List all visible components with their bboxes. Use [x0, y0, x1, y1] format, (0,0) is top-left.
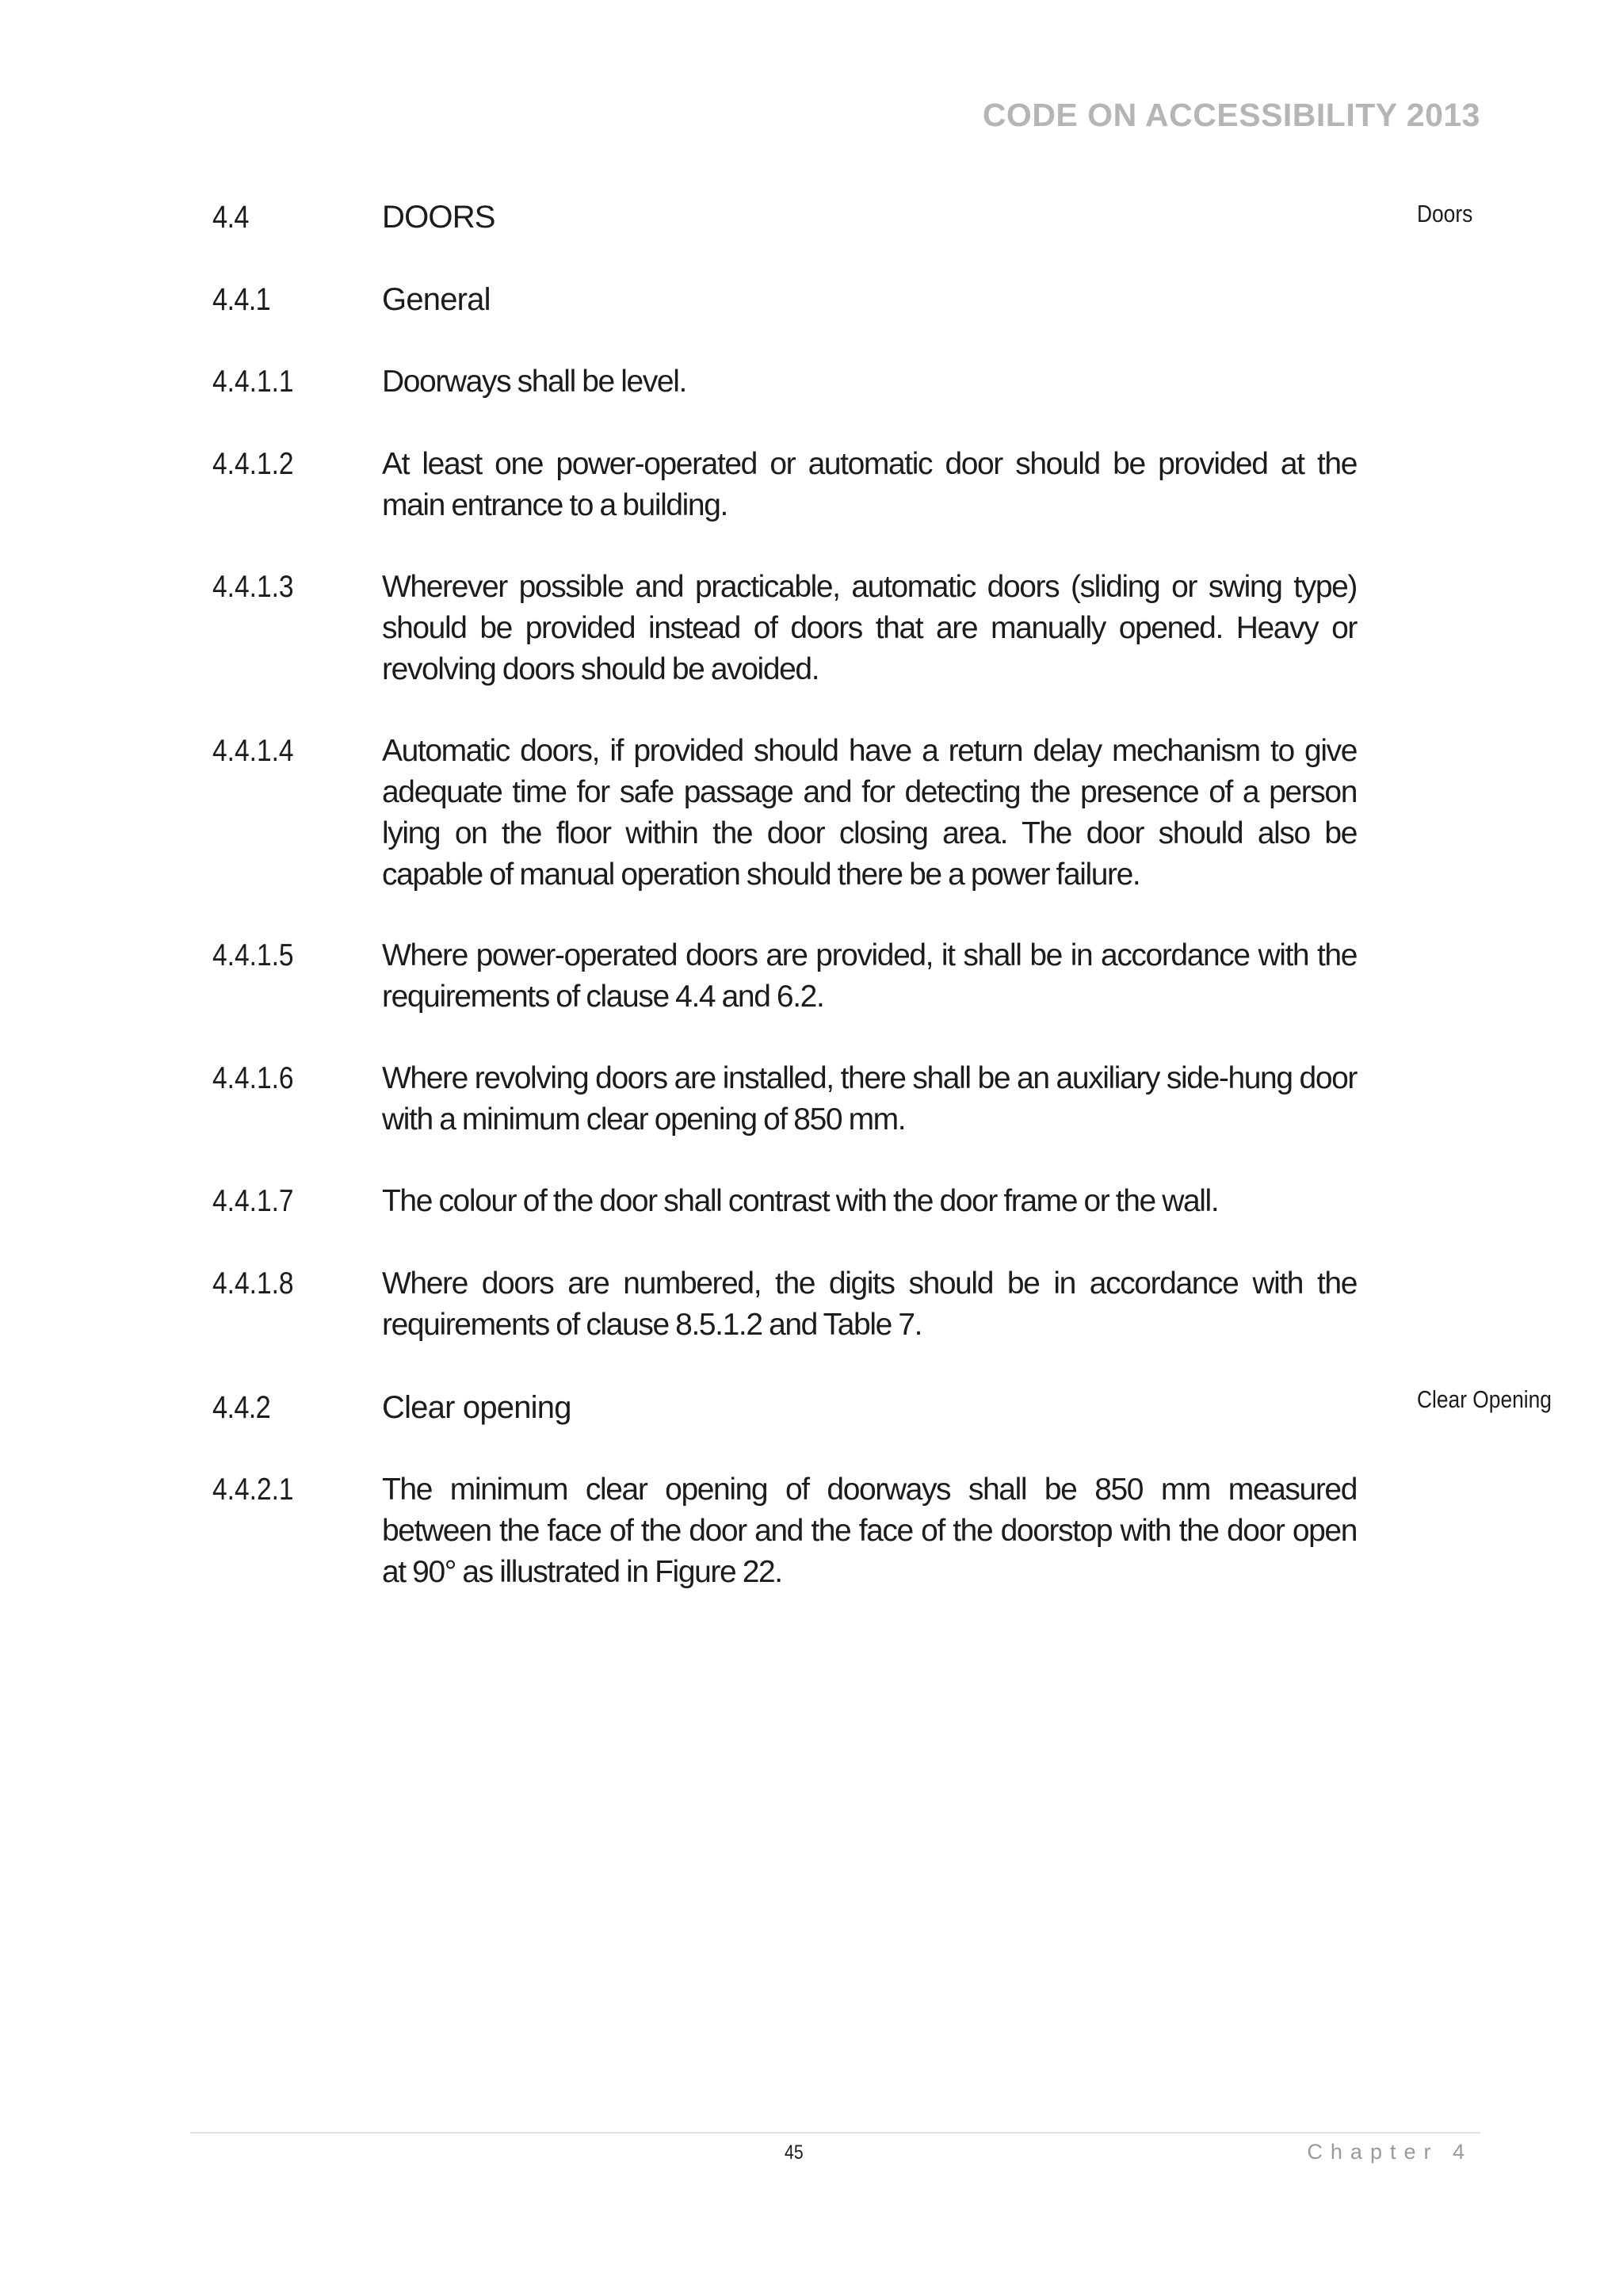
clause-text: Automatic doors, if provided should have a return delay mechanism to give adequate time for safe passage and for detecting the presence of a person lying on the floor within the door closing area. The door should also be capable of manual operation should there be a power failure. — [382, 734, 1357, 892]
footer-rule — [190, 2132, 1480, 2134]
clause-number: 4.4.1.7 — [212, 1184, 294, 1218]
clause-text: At least one power-operated or automatic door should be provided at the main entrance to a building. — [382, 447, 1357, 522]
clause-number: 4.4.2.1 — [212, 1473, 294, 1507]
clause-text: The minimum clear opening of doorways shall be 850 mm measured between the face of the door and the face of the doorstop with the door open at 90° as illustrated in Figure 22. — [382, 1473, 1357, 1589]
subsection-title: General — [382, 282, 491, 317]
margin-note-clear-opening: Clear Opening — [1417, 1385, 1552, 1413]
clause-number: 4.4.1.1 — [212, 365, 294, 399]
clause-number: 4.4.1.4 — [212, 734, 294, 768]
margin-note-doors: Doors — [1417, 200, 1473, 227]
subsection-number: 4.4.2 — [212, 1390, 271, 1425]
subsection-number: 4.4.1 — [212, 282, 271, 317]
clause-text: Wherever possible and practicable, automatic doors (sliding or swing type) should be provided instead of doors that are manually opened. Heavy or revolving doors should be avoided. — [382, 570, 1357, 686]
clause-text: Where doors are numbered, the digits should be in accordance with the requirements of clause 8.5.1.2 and Table 7. — [382, 1266, 1357, 1342]
clause-text: Where power-operated doors are provided, it shall be in accordance with the requirements of clause 4.4 and 6.2. — [382, 938, 1357, 1014]
clause-number: 4.4.1.6 — [212, 1061, 294, 1095]
section-title: DOORS — [382, 200, 495, 235]
page-number: 45 — [785, 2141, 804, 2164]
clause-number: 4.4.1.5 — [212, 938, 294, 972]
page-header-title: CODE ON ACCESSIBILITY 2013 — [982, 97, 1480, 133]
clause-number: 4.4.1.8 — [212, 1266, 294, 1301]
chapter-label: Chapter 4 — [1307, 2140, 1472, 2164]
subsection-title: Clear opening — [382, 1390, 571, 1425]
clause-number: 4.4.1.3 — [212, 570, 294, 604]
clause-number: 4.4.1.2 — [212, 447, 294, 481]
section-number: 4.4 — [212, 200, 249, 235]
clause-text: Where revolving doors are installed, there shall be an auxiliary side-hung door with a minimum clear opening of 850 mm. — [382, 1061, 1357, 1137]
clause-text: The colour of the door shall contrast with the door frame or the wall. — [382, 1184, 1219, 1218]
clause-text: Doorways shall be level. — [382, 365, 686, 399]
